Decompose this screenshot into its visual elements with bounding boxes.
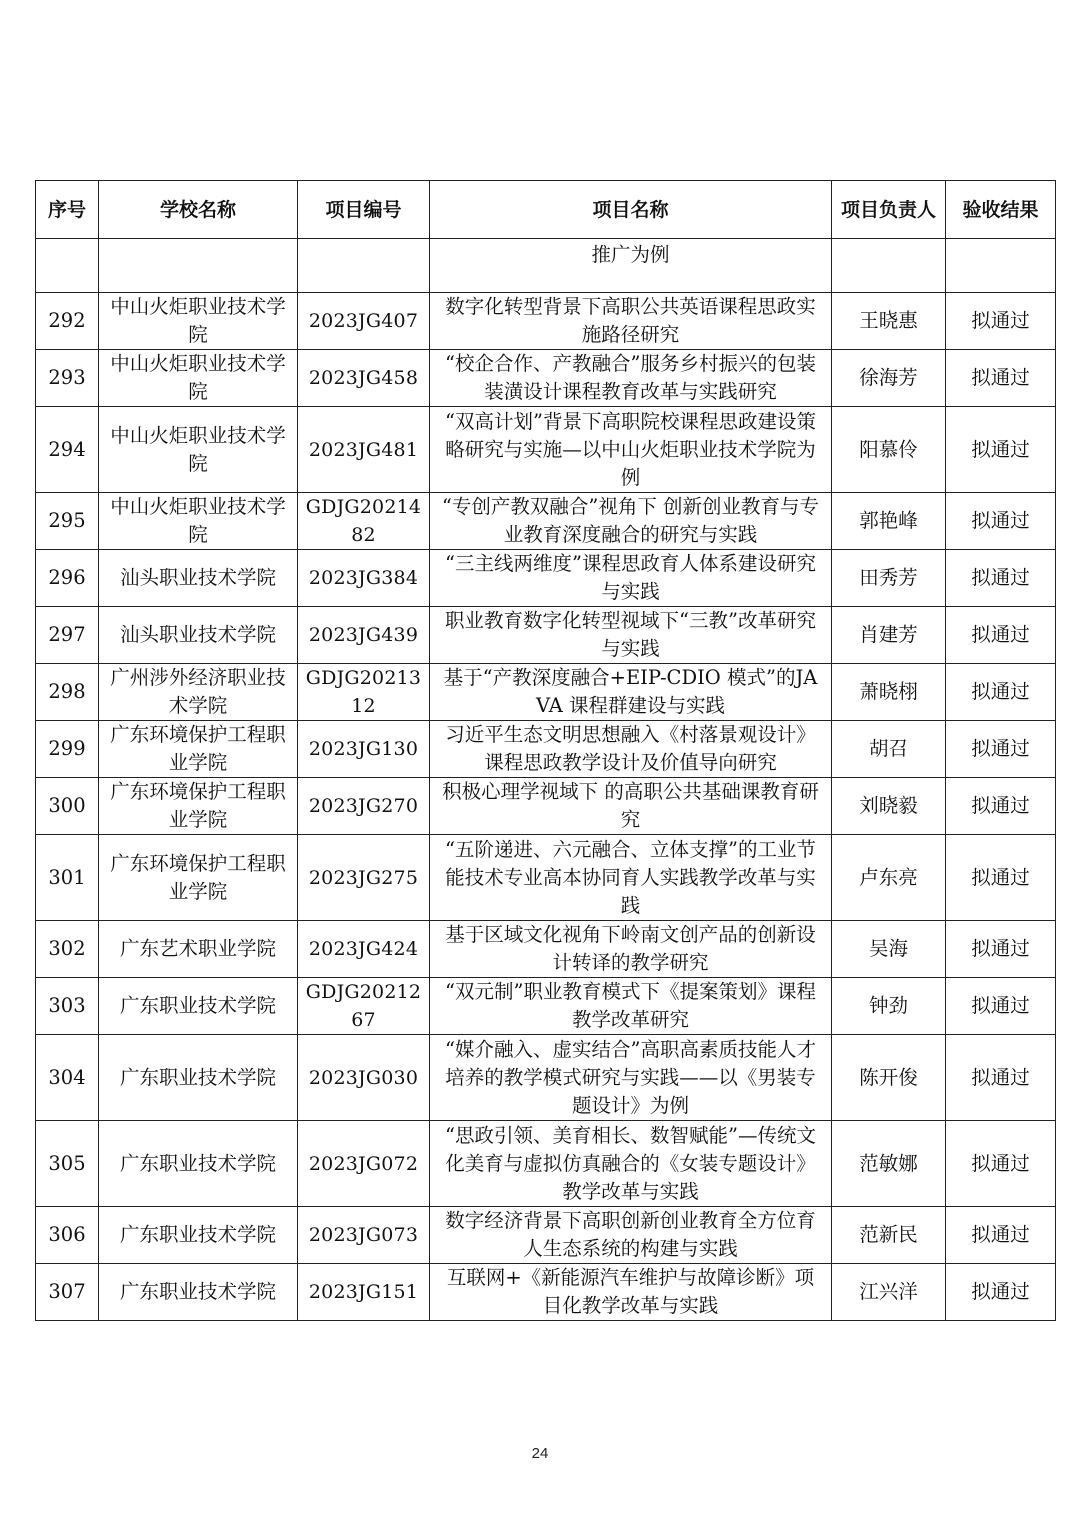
- project-acceptance-table: [35, 180, 1056, 1321]
- table-row: [36, 1121, 1056, 1207]
- cell-leader: 王晓惠: [832, 293, 946, 350]
- cell-result: 拟通过: [946, 978, 1056, 1035]
- cell-result: 拟通过: [946, 607, 1056, 664]
- table-row: [36, 293, 1056, 350]
- cell-school: 广东环境保护工程职业学院: [99, 835, 298, 921]
- cell-school: 广东职业技术学院: [99, 1035, 298, 1121]
- cell-project-name: “三主线两维度”课程思政育人体系建设研究与实践: [430, 550, 832, 607]
- cell-school: 广东职业技术学院: [99, 978, 298, 1035]
- cell-result: 拟通过: [946, 350, 1056, 407]
- cell-code: 2023JG275: [298, 835, 430, 921]
- cell-code: 2023JG407: [298, 293, 430, 350]
- project-acceptance-table-wrapper: [35, 180, 1055, 1321]
- cell-leader: 吴海: [832, 921, 946, 978]
- cell-project-name: “媒介融入、虚实结合”高职高素质技能人才培养的教学模式研究与实践——以《男装专题设计》为例: [430, 1035, 832, 1121]
- cell-school: 汕头职业技术学院: [99, 550, 298, 607]
- table-row: [36, 835, 1056, 921]
- table-row: [36, 1264, 1056, 1321]
- cell-leader: 徐海芳: [832, 350, 946, 407]
- cell-school: 中山火炬职业技术学院: [99, 493, 298, 550]
- cell-result: 拟通过: [946, 921, 1056, 978]
- cell-seq: 293: [36, 350, 99, 407]
- table-row: [36, 921, 1056, 978]
- cell-code: 2023JG073: [298, 1207, 430, 1264]
- table-row: [36, 664, 1056, 721]
- cell-school: 中山火炬职业技术学院: [99, 293, 298, 350]
- table-row: [36, 350, 1056, 407]
- cell-project-name: “双元制”职业教育模式下《提案策划》课程教学改革研究: [430, 978, 832, 1035]
- cell-project-name: 数字化转型背景下高职公共英语课程思政实施路径研究: [430, 293, 832, 350]
- cell-school: 广东职业技术学院: [99, 1121, 298, 1207]
- cell-school: 中山火炬职业技术学院: [99, 407, 298, 493]
- cell-code: 2023JG458: [298, 350, 430, 407]
- page-number: 24: [531, 1445, 549, 1462]
- cell-seq: 295: [36, 493, 99, 550]
- cell-project-name: 基于区域文化视角下岭南文创产品的创新设计转译的教学研究: [430, 921, 832, 978]
- cell-school: 汕头职业技术学院: [99, 607, 298, 664]
- cell-leader: 范敏娜: [832, 1121, 946, 1207]
- cell-code: 2023JG072: [298, 1121, 430, 1207]
- cell-project-name: 职业教育数字化转型视域下“三教”改革研究与实践: [430, 607, 832, 664]
- cell-result: 拟通过: [946, 778, 1056, 835]
- cell-result: 拟通过: [946, 664, 1056, 721]
- table-row: [36, 407, 1056, 493]
- cell-seq: 297: [36, 607, 99, 664]
- cell-result: 拟通过: [946, 407, 1056, 493]
- cell-seq: 306: [36, 1207, 99, 1264]
- cell-code: 2023JG424: [298, 921, 430, 978]
- cell-leader: 肖建芳: [832, 607, 946, 664]
- cell-result: 拟通过: [946, 293, 1056, 350]
- cell-seq: 294: [36, 407, 99, 493]
- cell-seq: 301: [36, 835, 99, 921]
- cell-leader: 萧晓栩: [832, 664, 946, 721]
- cell-seq: 303: [36, 978, 99, 1035]
- cell-leader: 陈开俊: [832, 1035, 946, 1121]
- cell-seq: [36, 239, 99, 293]
- cell-project-name: 数字经济背景下高职创新创业教育全方位育人生态系统的构建与实践: [430, 1207, 832, 1264]
- cell-school: 广东职业技术学院: [99, 1207, 298, 1264]
- header-result: 验收结果: [946, 181, 1056, 239]
- cell-result: 拟通过: [946, 1207, 1056, 1264]
- cell-result: 拟通过: [946, 1121, 1056, 1207]
- cell-seq: 304: [36, 1035, 99, 1121]
- cell-project-name: 基于“产教深度融合+EIP-CDIO 模式”的JAVA 课程群建设与实践: [430, 664, 832, 721]
- cell-code: GDJG2021482: [298, 493, 430, 550]
- cell-project-name: “专创产教双融合”视角下 创新创业教育与专业教育深度融合的研究与实践: [430, 493, 832, 550]
- cell-code: 2023JG384: [298, 550, 430, 607]
- cell-code: 2023JG481: [298, 407, 430, 493]
- cell-project-name: 推广为例: [430, 239, 832, 293]
- cell-code: 2023JG270: [298, 778, 430, 835]
- cell-project-name: “校企合作、产教融合”服务乡村振兴的包装装潢设计课程教育改革与实践研究: [430, 350, 832, 407]
- cell-result: 拟通过: [946, 493, 1056, 550]
- table-row: [36, 493, 1056, 550]
- cell-school: [99, 239, 298, 293]
- cell-leader: 钟劲: [832, 978, 946, 1035]
- table-row-continuation: [36, 239, 1056, 293]
- cell-project-name: 积极心理学视域下 的高职公共基础课教育研究: [430, 778, 832, 835]
- cell-project-name: “思政引领、美育相长、数智赋能”—传统文化美育与虚拟仿真融合的《女装专题设计》教学改革与实践: [430, 1121, 832, 1207]
- cell-result: 拟通过: [946, 721, 1056, 778]
- header-name: 项目名称: [430, 181, 832, 239]
- cell-project-name: 互联网+《新能源汽车维护与故障诊断》项目化教学改革与实践: [430, 1264, 832, 1321]
- cell-code: 2023JG130: [298, 721, 430, 778]
- header-leader: 项目负责人: [832, 181, 946, 239]
- cell-code: GDJG2021312: [298, 664, 430, 721]
- table-row: [36, 550, 1056, 607]
- table-row: [36, 1207, 1056, 1264]
- cell-leader: 刘晓毅: [832, 778, 946, 835]
- cell-seq: 299: [36, 721, 99, 778]
- cell-seq: 298: [36, 664, 99, 721]
- cell-school: 广东艺术职业学院: [99, 921, 298, 978]
- table-row: [36, 721, 1056, 778]
- cell-school: 广东环境保护工程职业学院: [99, 721, 298, 778]
- cell-leader: 阳慕伶: [832, 407, 946, 493]
- table-row: [36, 1035, 1056, 1121]
- cell-school: 广州涉外经济职业技术学院: [99, 664, 298, 721]
- cell-code: GDJG2021267: [298, 978, 430, 1035]
- cell-leader: 江兴洋: [832, 1264, 946, 1321]
- cell-result: [946, 239, 1056, 293]
- cell-code: 2023JG151: [298, 1264, 430, 1321]
- cell-code: 2023JG030: [298, 1035, 430, 1121]
- cell-leader: 郭艳峰: [832, 493, 946, 550]
- cell-school: 中山火炬职业技术学院: [99, 350, 298, 407]
- cell-result: 拟通过: [946, 550, 1056, 607]
- cell-project-name: “双高计划”背景下高职院校课程思政建设策略研究与实施—以中山火炬职业技术学院为例: [430, 407, 832, 493]
- cell-leader: [832, 239, 946, 293]
- table-row: [36, 778, 1056, 835]
- cell-code: [298, 239, 430, 293]
- cell-seq: 296: [36, 550, 99, 607]
- header-seq: 序号: [36, 181, 99, 239]
- table-header-row: [36, 181, 1056, 239]
- cell-result: 拟通过: [946, 1035, 1056, 1121]
- cell-leader: 范新民: [832, 1207, 946, 1264]
- cell-seq: 300: [36, 778, 99, 835]
- cell-project-name: 习近平生态文明思想融入《村落景观设计》课程思政教学设计及价值导向研究: [430, 721, 832, 778]
- cell-leader: 卢东亮: [832, 835, 946, 921]
- cell-seq: 292: [36, 293, 99, 350]
- table-row: [36, 607, 1056, 664]
- cell-seq: 307: [36, 1264, 99, 1321]
- cell-project-name: “五阶递进、六元融合、立体支撑”的工业节能技术专业高本协同育人实践教学改革与实践: [430, 835, 832, 921]
- header-code: 项目编号: [298, 181, 430, 239]
- cell-code: 2023JG439: [298, 607, 430, 664]
- cell-seq: 302: [36, 921, 99, 978]
- table-row: [36, 978, 1056, 1035]
- cell-result: 拟通过: [946, 1264, 1056, 1321]
- cell-seq: 305: [36, 1121, 99, 1207]
- header-school: 学校名称: [99, 181, 298, 239]
- cell-result: 拟通过: [946, 835, 1056, 921]
- cell-leader: 胡召: [832, 721, 946, 778]
- cell-leader: 田秀芳: [832, 550, 946, 607]
- cell-school: 广东环境保护工程职业学院: [99, 778, 298, 835]
- cell-school: 广东职业技术学院: [99, 1264, 298, 1321]
